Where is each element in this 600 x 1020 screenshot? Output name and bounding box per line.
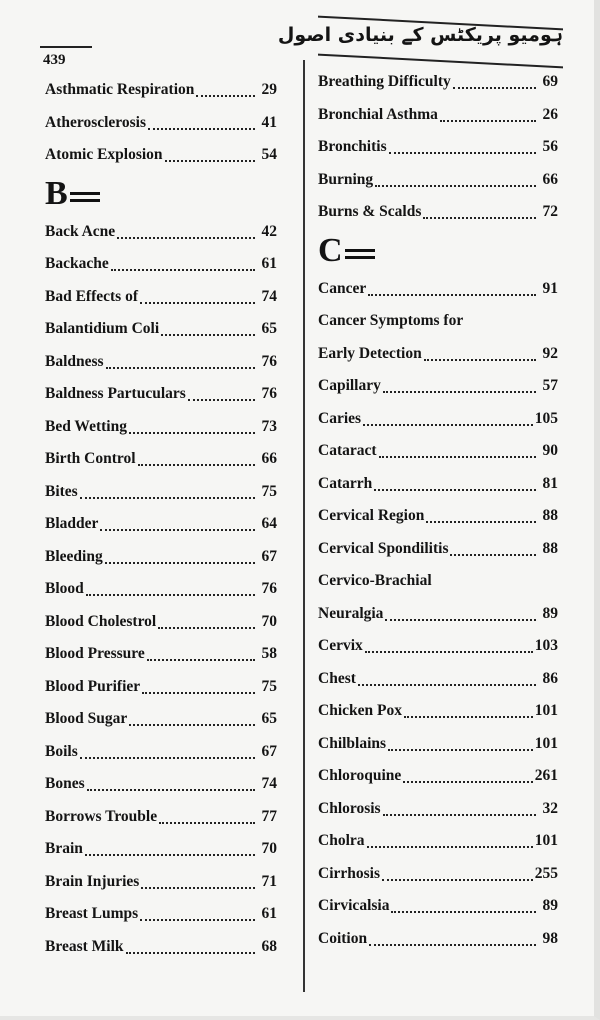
index-term: Early Detection bbox=[318, 344, 422, 362]
index-term: Baldness bbox=[45, 352, 104, 370]
dot-leader bbox=[385, 619, 536, 621]
dot-leader bbox=[440, 120, 536, 122]
index-page-number: 69 bbox=[542, 73, 558, 90]
index-entry bbox=[318, 403, 558, 436]
index-page-number: 88 bbox=[542, 507, 558, 524]
dot-leader bbox=[138, 464, 255, 466]
dot-leader bbox=[389, 152, 536, 154]
index-term: Bronchial Asthma bbox=[318, 105, 438, 123]
dot-leader bbox=[161, 334, 255, 336]
index-page-number: 74 bbox=[261, 775, 277, 792]
index-term: Backache bbox=[45, 255, 109, 272]
index-page-number: 67 bbox=[261, 547, 277, 565]
index-entry bbox=[45, 801, 277, 834]
index-page-number: 67 bbox=[261, 742, 277, 760]
index-page-number: 65 bbox=[261, 320, 277, 337]
index-term: Baldness Partuculars bbox=[45, 385, 186, 402]
index-term: Chest bbox=[318, 669, 356, 687]
index-page-number: 92 bbox=[542, 344, 558, 362]
dot-leader bbox=[375, 185, 536, 187]
index-entry bbox=[318, 825, 558, 858]
section-letter-rule bbox=[345, 249, 375, 259]
index-entry bbox=[318, 533, 558, 566]
index-term: Blood bbox=[45, 580, 84, 597]
index-entry-continued bbox=[318, 305, 558, 338]
index-entry bbox=[45, 508, 277, 541]
dot-leader bbox=[80, 497, 255, 499]
section-letter-rule bbox=[70, 192, 100, 202]
dot-leader bbox=[379, 456, 536, 458]
index-page-number: 61 bbox=[261, 905, 277, 922]
index-page-number: 77 bbox=[261, 807, 277, 825]
dot-leader bbox=[140, 919, 255, 921]
index-entry bbox=[45, 139, 277, 172]
index-page-number: 76 bbox=[261, 385, 277, 402]
index-entry bbox=[45, 671, 277, 704]
index-entry bbox=[318, 663, 558, 696]
index-page-number: 86 bbox=[542, 669, 558, 687]
dot-leader bbox=[87, 789, 255, 791]
index-page-number: 91 bbox=[542, 279, 558, 297]
index-term: Catarrh bbox=[318, 474, 373, 492]
index-term: Breathing Difficulty bbox=[318, 73, 451, 90]
index-term: Blood Pressure bbox=[45, 645, 145, 662]
index-entry bbox=[45, 541, 277, 574]
index-page-number: 70 bbox=[261, 612, 277, 630]
dot-leader bbox=[404, 716, 533, 718]
index-entry bbox=[45, 346, 277, 379]
index-term: Asthmatic Respiration bbox=[45, 81, 195, 98]
index-page-number: 75 bbox=[261, 482, 277, 500]
index-term: Cirrhosis bbox=[318, 864, 380, 882]
index-entry bbox=[318, 131, 558, 164]
index-entry bbox=[45, 736, 277, 769]
dot-leader bbox=[383, 814, 536, 816]
section-letter-heading bbox=[318, 229, 558, 273]
index-page-number: 57 bbox=[542, 377, 558, 394]
dot-leader bbox=[140, 302, 255, 304]
index-entry bbox=[45, 411, 277, 444]
dot-leader bbox=[196, 95, 255, 97]
index-entry bbox=[45, 866, 277, 899]
index-page-number: 89 bbox=[542, 897, 558, 914]
index-entry bbox=[45, 768, 277, 801]
dot-leader bbox=[423, 217, 536, 219]
index-page-number: 101 bbox=[534, 734, 558, 752]
index-page-number: 66 bbox=[542, 170, 558, 188]
index-entry bbox=[318, 793, 558, 826]
index-entry bbox=[318, 370, 558, 403]
index-page-number: 41 bbox=[261, 113, 277, 131]
index-page-number: 89 bbox=[542, 604, 558, 622]
index-page-number: 58 bbox=[261, 645, 277, 662]
index-page-number: 105 bbox=[534, 409, 558, 427]
index-term: Borrows Trouble bbox=[45, 807, 158, 825]
section-letter: B bbox=[45, 174, 68, 212]
dot-leader bbox=[111, 269, 255, 271]
index-term: Back Acne bbox=[45, 222, 116, 240]
index-term: Breast Milk bbox=[45, 937, 124, 955]
index-page-number: 32 bbox=[542, 799, 558, 817]
index-entry bbox=[318, 164, 558, 197]
index-term: Bones bbox=[45, 775, 85, 792]
index-page-number: 61 bbox=[261, 255, 277, 272]
index-term: Burning bbox=[318, 170, 374, 188]
dot-leader bbox=[391, 911, 536, 913]
index-entry-continued bbox=[318, 565, 558, 598]
index-term: Chloroquine bbox=[318, 767, 402, 784]
dot-leader bbox=[142, 692, 255, 694]
index-term: Cancer Symptoms for bbox=[318, 312, 464, 329]
index-page-number: 88 bbox=[542, 539, 558, 557]
dot-leader bbox=[382, 879, 533, 881]
index-term: Cervical Region bbox=[318, 507, 425, 524]
page-number: 439 bbox=[43, 52, 66, 68]
dot-leader bbox=[403, 781, 532, 783]
index-entry bbox=[318, 435, 558, 468]
index-column-right bbox=[318, 66, 558, 955]
index-term: Cervico-Brachial bbox=[318, 572, 432, 589]
dot-leader bbox=[365, 651, 533, 653]
dot-leader bbox=[450, 554, 536, 556]
index-page-number: 26 bbox=[542, 105, 558, 123]
index-entry bbox=[45, 898, 277, 931]
index-page-number: 75 bbox=[261, 677, 277, 695]
index-term: Bleeding bbox=[45, 547, 103, 565]
dot-leader bbox=[100, 529, 255, 531]
dot-leader bbox=[453, 87, 536, 89]
dot-leader bbox=[158, 627, 255, 629]
index-term: Cancer bbox=[318, 279, 367, 297]
index-page-number: 103 bbox=[534, 637, 558, 654]
dot-leader bbox=[106, 367, 255, 369]
index-page-number: 101 bbox=[534, 702, 558, 719]
dot-leader bbox=[374, 489, 536, 491]
index-page-number: 81 bbox=[542, 474, 558, 492]
index-page-number: 74 bbox=[261, 287, 277, 305]
index-page-number: 76 bbox=[261, 580, 277, 597]
index-page-number: 66 bbox=[261, 450, 277, 467]
index-term: Cholra bbox=[318, 832, 365, 849]
index-entry bbox=[318, 695, 558, 728]
dot-leader bbox=[117, 237, 255, 239]
index-entry bbox=[318, 890, 558, 923]
index-page-number: 90 bbox=[542, 442, 558, 459]
index-term: Balantidium Coli bbox=[45, 320, 160, 337]
index-entry bbox=[45, 703, 277, 736]
index-entry bbox=[45, 378, 277, 411]
dot-leader bbox=[369, 944, 536, 946]
index-term: Bites bbox=[45, 482, 78, 500]
dot-leader bbox=[147, 659, 255, 661]
dot-leader bbox=[80, 757, 255, 759]
index-term: Bronchitis bbox=[318, 138, 387, 155]
index-term: Neuralgia bbox=[318, 604, 384, 622]
index-term: Bladder bbox=[45, 515, 99, 532]
index-entry bbox=[318, 196, 558, 229]
index-term: Cervix bbox=[318, 637, 363, 654]
index-page-number: 29 bbox=[261, 81, 277, 98]
index-term: Cataract bbox=[318, 442, 377, 459]
index-term: Cervical Spondilitis bbox=[318, 539, 449, 557]
index-page-number: 70 bbox=[261, 840, 277, 857]
index-entry bbox=[45, 313, 277, 346]
index-term: Cirvicalsia bbox=[318, 897, 390, 914]
index-page-number: 76 bbox=[261, 352, 277, 370]
index-entry bbox=[318, 598, 558, 631]
section-letter-heading bbox=[45, 172, 277, 216]
dot-leader bbox=[129, 724, 255, 726]
running-header-urdu: ہومیو پریکٹس کے بنیادی اصول bbox=[277, 24, 563, 46]
index-entry bbox=[318, 468, 558, 501]
index-term: Capillary bbox=[318, 377, 381, 394]
index-entry bbox=[318, 760, 558, 793]
index-page-number: 73 bbox=[261, 417, 277, 435]
dot-leader bbox=[141, 887, 255, 889]
index-term: Bed Wetting bbox=[45, 417, 127, 435]
dot-leader bbox=[388, 749, 533, 751]
index-entry bbox=[318, 273, 558, 306]
index-page-number: 68 bbox=[261, 937, 277, 955]
index-term: Chlorosis bbox=[318, 799, 381, 817]
dot-leader bbox=[105, 562, 255, 564]
index-entry bbox=[45, 476, 277, 509]
index-page-number: 54 bbox=[261, 146, 277, 163]
index-page-number: 64 bbox=[261, 515, 277, 532]
index-term: Blood Cholestrol bbox=[45, 612, 157, 630]
index-page-number: 255 bbox=[534, 864, 558, 882]
index-page-number: 42 bbox=[261, 222, 277, 240]
index-column-left bbox=[45, 74, 277, 963]
dot-leader bbox=[383, 391, 536, 393]
dot-leader bbox=[129, 432, 255, 434]
index-entry bbox=[45, 931, 277, 964]
index-entry bbox=[318, 500, 558, 533]
index-page-number: 56 bbox=[542, 138, 558, 155]
index-entry bbox=[45, 833, 277, 866]
index-term: Bad Effects of bbox=[45, 287, 138, 305]
index-term: Atomic Explosion bbox=[45, 146, 163, 163]
dot-leader bbox=[159, 822, 255, 824]
index-term: Birth Control bbox=[45, 450, 136, 467]
dot-leader bbox=[188, 399, 255, 401]
index-entry bbox=[318, 338, 558, 371]
dot-leader bbox=[165, 160, 255, 162]
index-term: Burns & Scalds bbox=[318, 203, 422, 220]
index-entry bbox=[45, 638, 277, 671]
index-entry bbox=[318, 99, 558, 132]
index-entry bbox=[45, 248, 277, 281]
index-entry bbox=[45, 606, 277, 639]
index-term: Chicken Pox bbox=[318, 702, 402, 719]
dot-leader bbox=[368, 294, 536, 296]
index-entry bbox=[45, 216, 277, 249]
index-term: Caries bbox=[318, 409, 362, 427]
index-page-number: 65 bbox=[261, 710, 277, 727]
index-term: Chilblains bbox=[318, 734, 387, 752]
index-page-number: 71 bbox=[261, 872, 277, 890]
index-page-number: 101 bbox=[534, 832, 558, 849]
index-entry bbox=[318, 66, 558, 99]
index-term: Boils bbox=[45, 742, 78, 760]
index-term: Breast Lumps bbox=[45, 905, 139, 922]
index-entry bbox=[318, 630, 558, 663]
index-entry bbox=[45, 74, 277, 107]
index-term: Atherosclerosis bbox=[45, 113, 147, 131]
index-entry bbox=[318, 728, 558, 761]
index-term: Coition bbox=[318, 929, 368, 947]
index-entry bbox=[318, 923, 558, 956]
dot-leader bbox=[426, 521, 536, 523]
dot-leader bbox=[424, 359, 536, 361]
index-page-number: 72 bbox=[542, 203, 558, 220]
index-term: Brain Injuries bbox=[45, 872, 140, 890]
index-entry bbox=[318, 858, 558, 891]
dot-leader bbox=[148, 128, 255, 130]
dot-leader bbox=[85, 854, 255, 856]
index-entry bbox=[45, 443, 277, 476]
index-page-number: 261 bbox=[534, 767, 558, 784]
dot-leader bbox=[126, 952, 256, 954]
dot-leader bbox=[367, 846, 533, 848]
index-term: Brain bbox=[45, 840, 83, 857]
index-page-number: 98 bbox=[542, 929, 558, 947]
dot-leader bbox=[363, 424, 533, 426]
dot-leader bbox=[358, 684, 536, 686]
section-letter: C bbox=[318, 231, 343, 269]
index-entry bbox=[45, 573, 277, 606]
column-divider bbox=[303, 60, 305, 992]
index-term: Blood Purifier bbox=[45, 677, 141, 695]
index-entry bbox=[45, 107, 277, 140]
index-term: Blood Sugar bbox=[45, 710, 128, 727]
index-entry bbox=[45, 281, 277, 314]
page-number-rule bbox=[40, 46, 92, 48]
dot-leader bbox=[86, 594, 255, 596]
